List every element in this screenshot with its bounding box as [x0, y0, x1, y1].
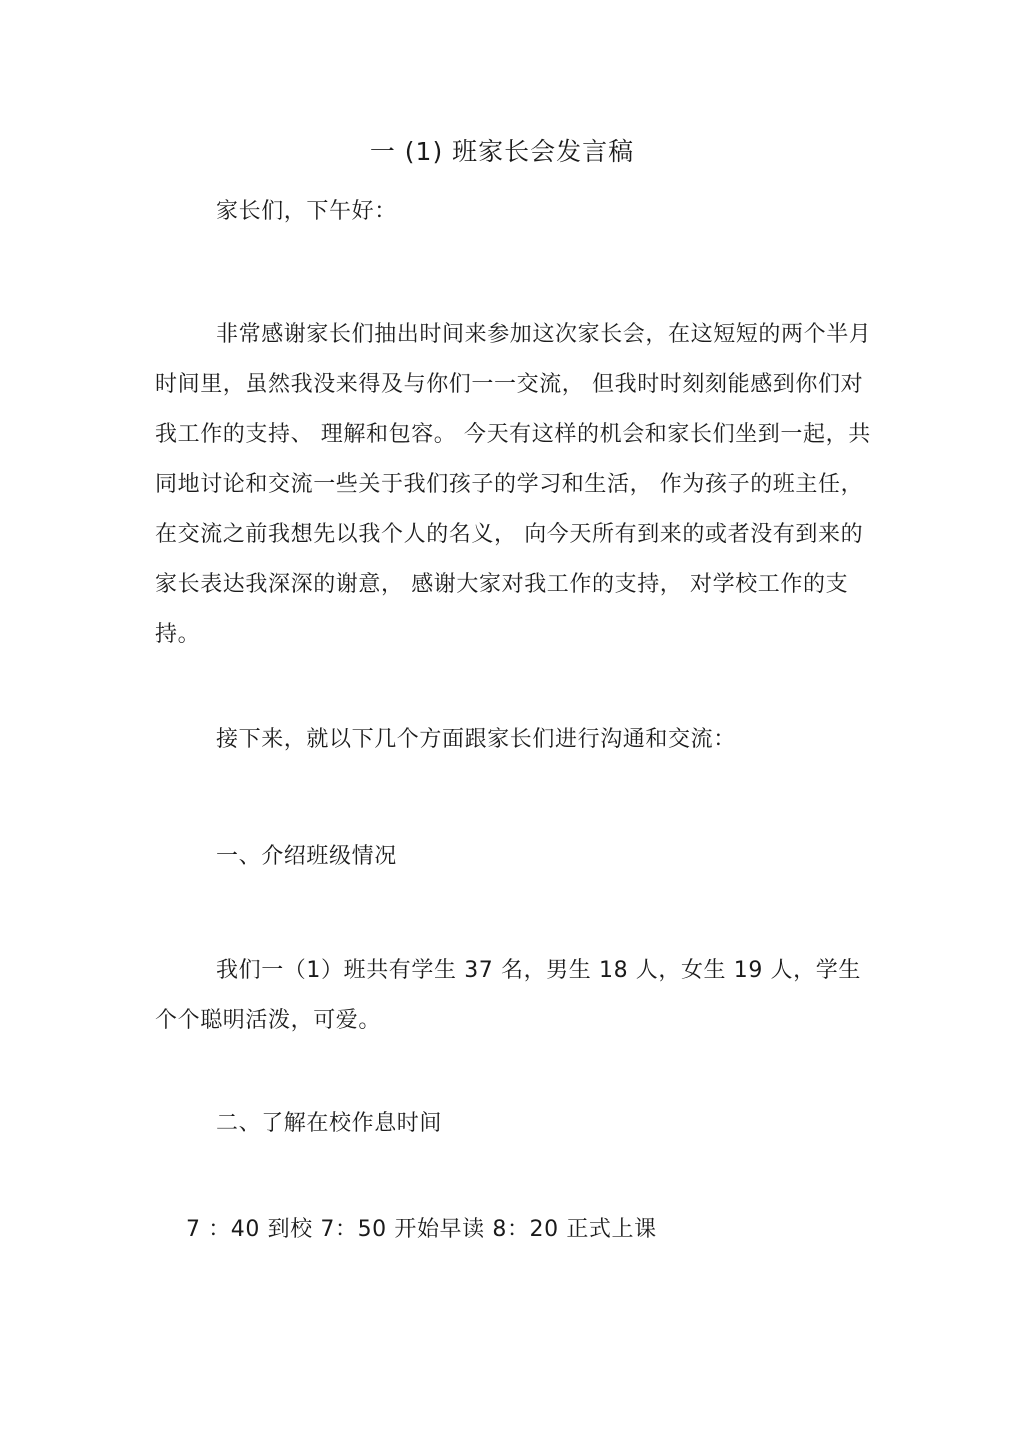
section-1-body: 我们一（1）班共有学生 37 名，男生 18 人，女生 19 人，学生个个聪明活泼，可爱。	[155, 958, 861, 1033]
paragraph-intro: 接下来，就以下几个方面跟家长们进行沟通和交流：	[216, 727, 736, 752]
greeting: 家长们，下午好：	[216, 199, 397, 224]
paragraph-thanks: 非常感谢家长们抽出时间来参加这次家长会，在这短短的两个半月时间里，虽然我没来得及与你们一一交流， 但我时时刻刻能感到你们对我工作的支持、 理解和包容。 今天有这样的机会和家长们坐到一起，共同地讨论和交流一些关于我们孩子的学习和生活， 作为孩子的班主任，在交流之前我想先以我个人的名义， 向今天所有到来的或者没有到来的家长表达我深深的谢意， 感谢大家对我工作的支持， 对学校工作的支持。	[155, 322, 872, 647]
section-2-heading: 二、了解在校作息时间	[216, 1111, 443, 1136]
document-title: 一 (1) 班家长会发言稿	[369, 137, 635, 166]
section-1-heading: 一、介绍班级情况	[216, 844, 397, 869]
schedule-line: 7 ：40 到校 7：50 开始早读 8：20 正式上课	[186, 1217, 657, 1242]
